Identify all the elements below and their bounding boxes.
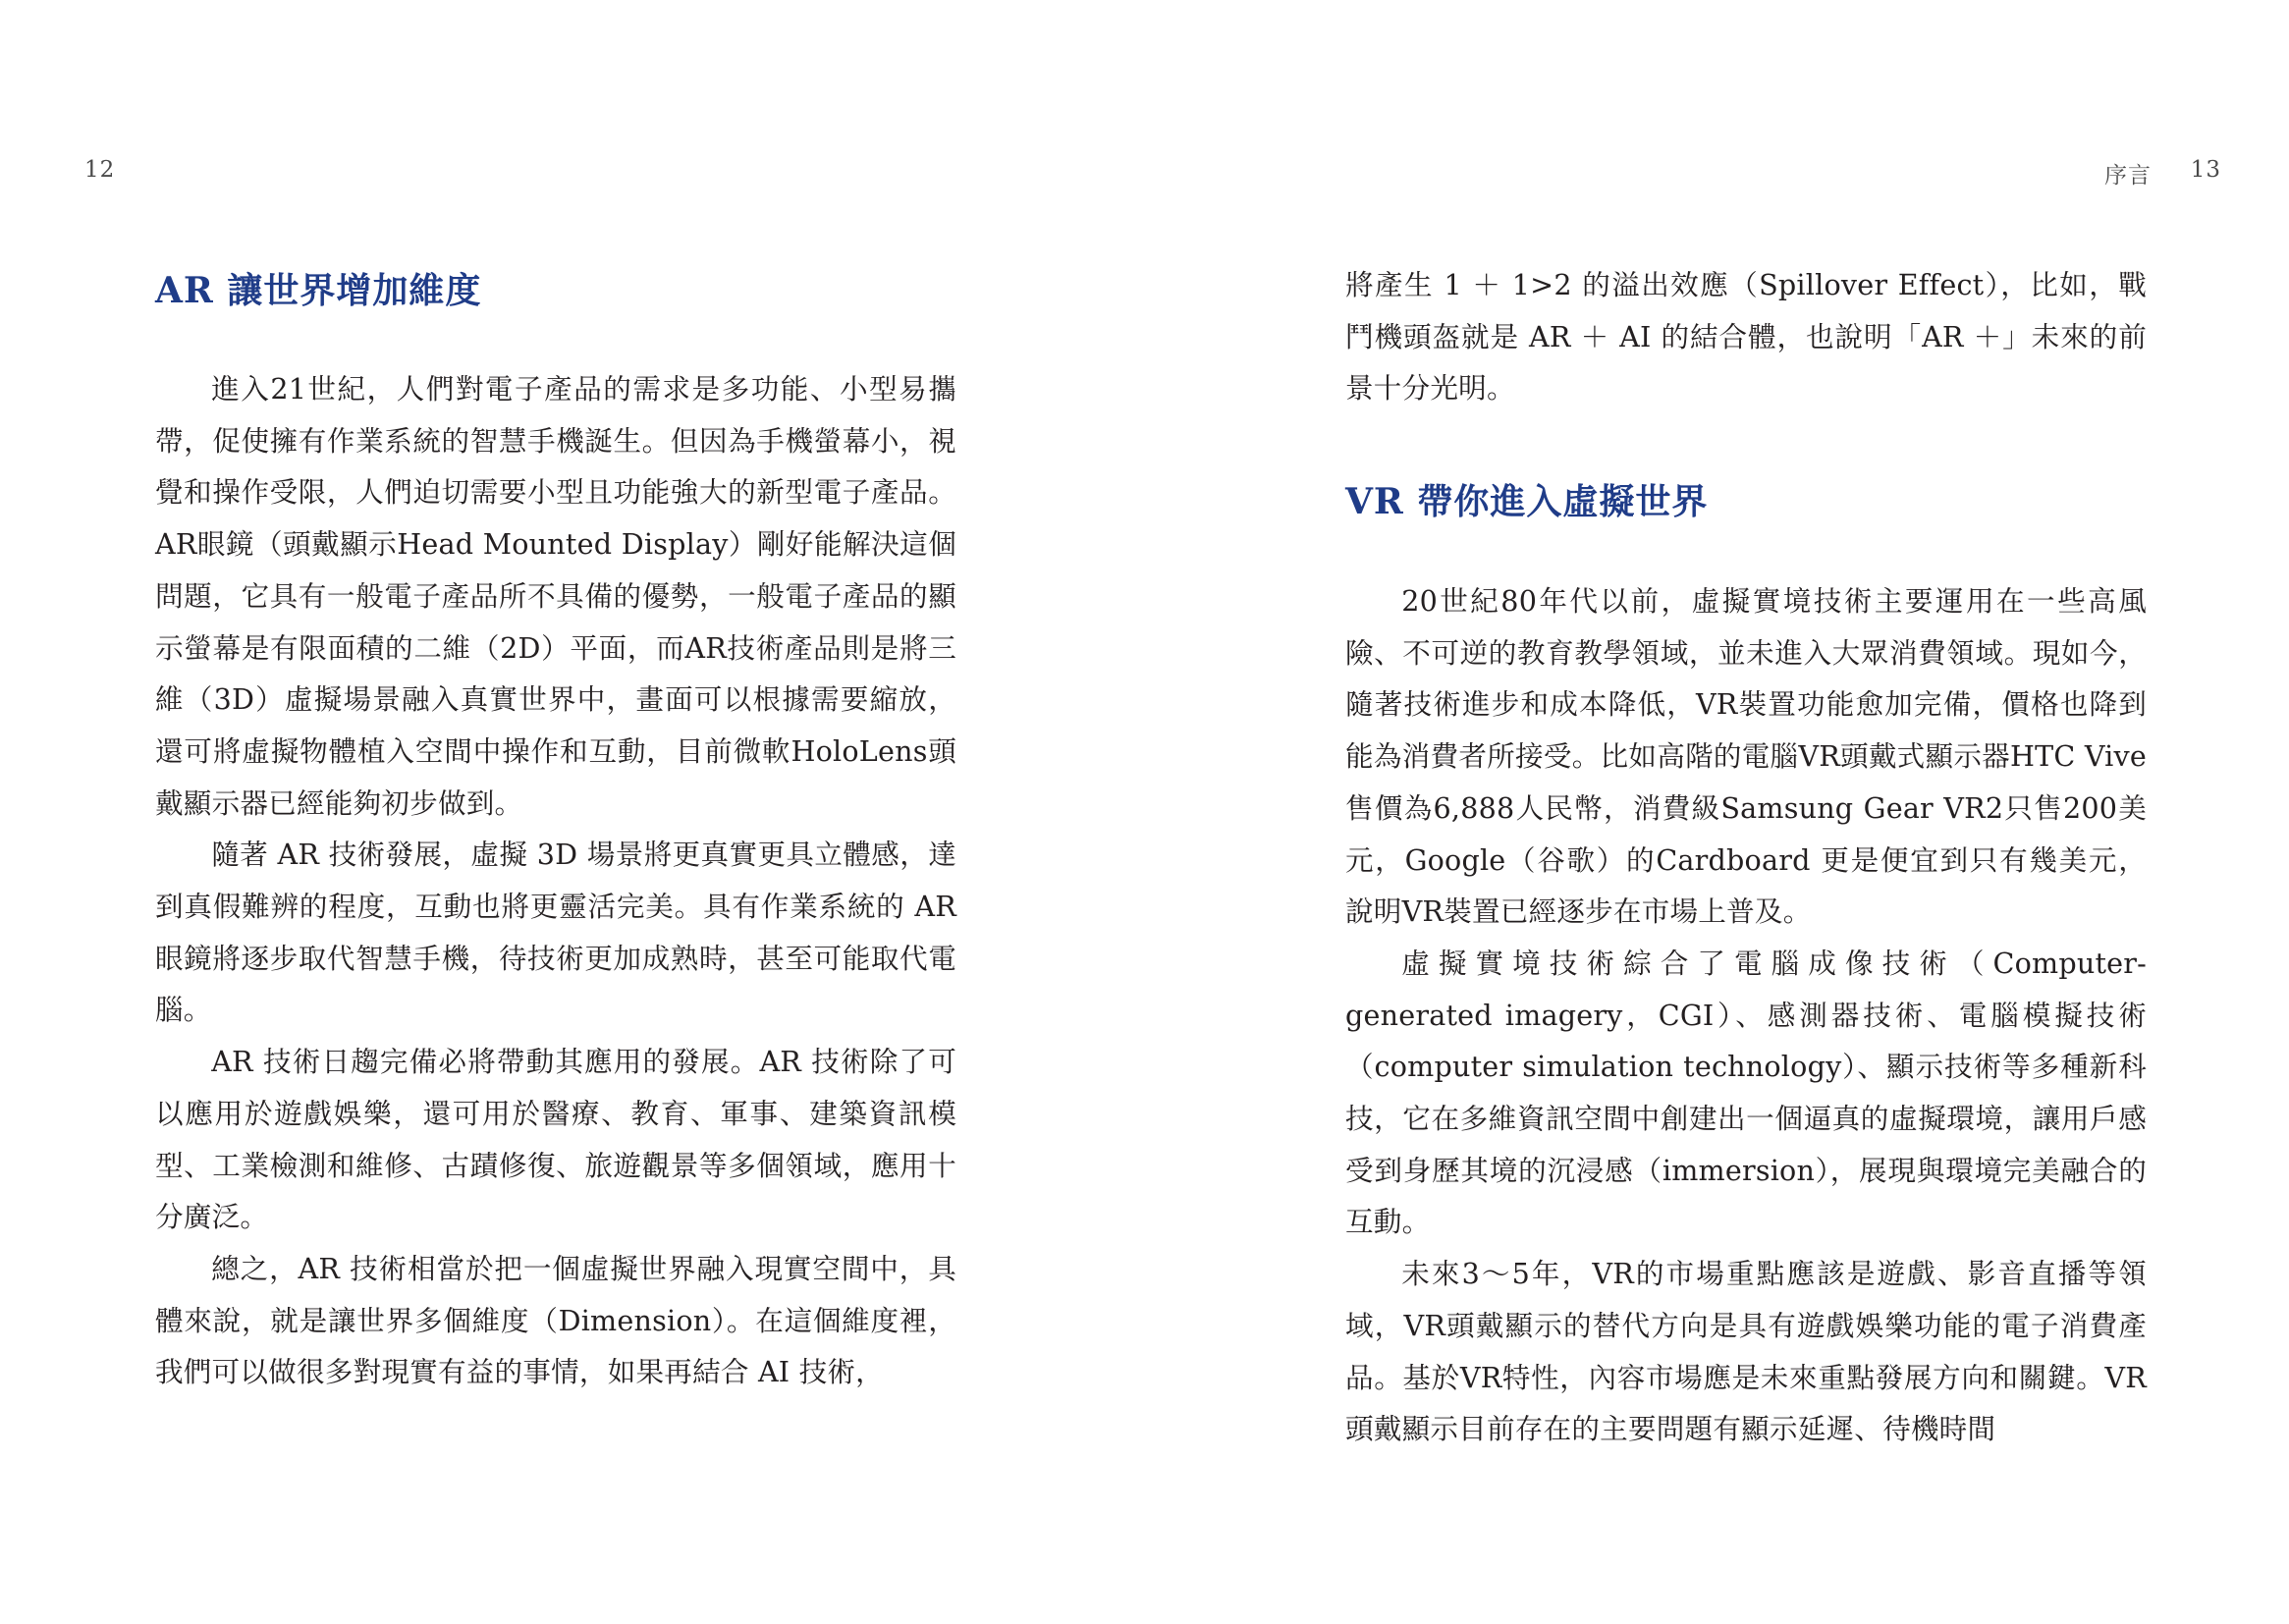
body-paragraph: 未來3～5年，VR的市場重點應該是遊戲、影音直播等領域，VR頭戴顯示的替代方向是具有遊戲娛樂功能的電子消費產品。基於VR特性，內容市場應是未來重點發展方向和關鍵。VR頭戴顯示目前存在的主要問題有顯示延遲、待機時間 <box>1345 1257 2147 1446</box>
body-paragraph: 進入21世紀，人們對電子產品的需求是多功能、小型易攜帶，促使擁有作業系統的智慧手機誕生。但因為手機螢幕小，視覺和操作受限，人們迫切需要小型且功能強大的新型電子產品。AR眼鏡（頭戴顯示Head Mounted Display）剛好能解決這個問題，它具有一般電子產品所不具備的優勢，一般電子產品的顯示螢幕是有限面積的二維（2D）平面，而AR技術產品則是將三維（3D）虛擬場景融入真實世界中，畫面可以根據需要縮放，還可將虛擬物體植入空間中操作和互動，目前微軟HoloLens頭戴顯示器已經能夠初步做到。 <box>155 372 956 820</box>
body-paragraph: 總之，AR 技術相當於把一個虛擬世界融入現實空間中，具體來說，就是讓世界多個維度（Dimension）。在這個維度裡，我們可以做很多對現實有益的事情，如果再結合 AI 技術， <box>155 1251 956 1389</box>
continued-paragraph <box>1345 259 2147 414</box>
body-paragraph: AR 技術日趨完備必將帶動其應用的發展。AR 技術除了可以應用於遊戲娛樂，還可用於醫療、教育、軍事、建築資訊模型、工業檢測和維修、古蹟修復、旅遊觀景等多個領域，應用十分廣泛。 <box>155 1045 956 1234</box>
page-number-right: 13 <box>2190 157 2221 183</box>
body-paragraph: 隨著 AR 技術發展，虛擬 3D 場景將更真實更具立體感，達到真假難辨的程度，互動也將更靈活完美。具有作業系統的 AR 眼鏡將逐步取代智慧手機，待技術更加成熟時，甚至可能取代電腦。 <box>155 838 956 1027</box>
body-paragraph: 將產生 1 ＋ 1>2 的溢出效應（Spillover Effect），比如，戰鬥機頭盔就是 AR ＋ AI 的結合體，也說明「AR ＋」未來的前景十分光明。 <box>1345 268 2147 406</box>
body-paragraph: 虛擬實境技術綜合了電腦成像技術（Computer-generated imagery，CGI）、感測器技術、電腦模擬技術（computer simulation technology）、顯示技術等多種新科技，它在多維資訊空間中創建出一個逼真的虛擬環境，讓用戶感受到身歷其境的沉浸感（immersion），展現與環境完美融合的互動。 <box>1345 946 2147 1239</box>
section-heading-vr: VR 帶你進入虛擬世界 <box>1345 481 1709 522</box>
left-body-text <box>155 363 956 1398</box>
section-heading-ar: AR 讓世界增加維度 <box>155 270 482 311</box>
running-header-label: 序言 <box>2104 163 2152 189</box>
left-page <box>0 0 1144 1624</box>
right-body-text <box>1345 575 2147 1455</box>
page-number-left: 12 <box>84 157 116 183</box>
body-paragraph: 20世紀80年代以前，虛擬實境技術主要運用在一些高風險、不可逆的教育教學領域，並未進入大眾消費領域。現如今，隨著技術進步和成本降低，VR裝置功能愈加完備，價格也降到能為消費者所接受。比如高階的電腦VR頭戴式顯示器HTC Vive售價為6,888人民幣，消費級Samsung Gear VR2只售200美元，Google（谷歌）的Cardboard 更是便宜到只有幾美元，說明VR裝置已經逐步在市場上普及。 <box>1345 584 2147 929</box>
right-page <box>1144 0 2289 1624</box>
